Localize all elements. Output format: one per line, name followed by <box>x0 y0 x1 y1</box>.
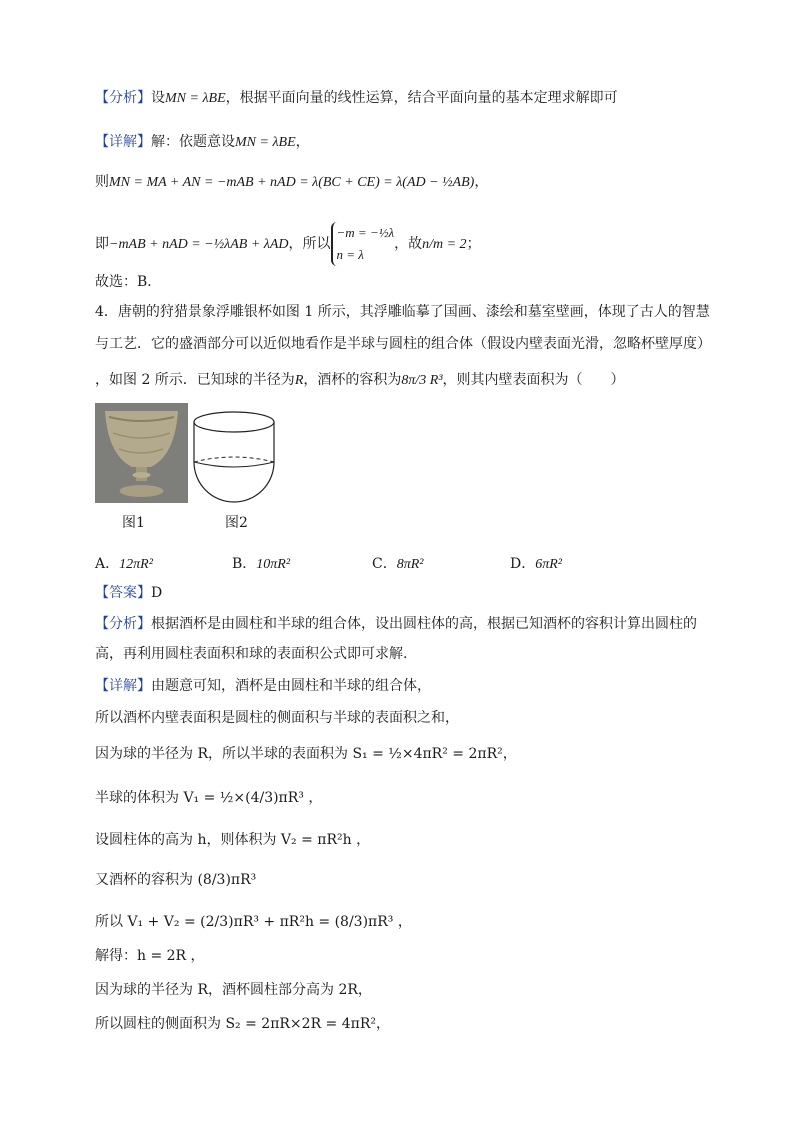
answer-tag: 【答案】 <box>95 585 151 601</box>
figure-2-caption: 图2 <box>225 515 248 531</box>
detail-2-line-10: 所以圆柱的侧面积为 S₂ = 2πR×2R = 4πR²， <box>95 1016 391 1032</box>
analysis-tag: 【分析】 <box>95 90 151 106</box>
detail-line-1: 【详解】解：依题意设MN = λBE， <box>95 134 310 150</box>
detail-tag: 【详解】 <box>95 134 151 150</box>
detail-2-line-6: 又酒杯的容积为 (8/3)πR³ <box>95 872 257 888</box>
detail-line-3: 即−mAB + nAD = −½λAB + λAD，所以 −m = −½λ n = λ ，故n/m = 2； <box>95 222 481 266</box>
cup-diagram <box>193 410 275 510</box>
detail-2-line-2: 所以酒杯内壁表面积是圆柱的侧面积与半球的表面积之和， <box>95 710 459 726</box>
figure-1-caption: 图1 <box>122 515 145 531</box>
answer-value: D <box>151 585 163 601</box>
option-c: C．8πR² <box>372 556 424 572</box>
analysis-2-line-2: 高，再利用圆柱表面积和球的表面积公式即可求解. <box>95 646 408 662</box>
silver-cup-photo <box>95 403 188 503</box>
detail-2-line-5: 设圆柱体的高为 h，则体积为 V₂ = πR²h ， <box>95 832 371 848</box>
question-4-line-3: ，如图 2 所示．已知球的半径为R，酒杯的容积为8π/3 R³，则其内壁表面积为（ ） <box>95 372 625 388</box>
detail-2-line-3: 因为球的半径为 R，所以半球的表面积为 S₁ = ½×4πR² = 2πR²， <box>95 746 517 762</box>
question-4-line-2: 与工艺．它的盛酒部分可以近似地看作是半球与圆柱的组合体（假设内壁表面光滑，忽略杯壁厚度） <box>95 336 711 352</box>
choose-line-1: 故选：B． <box>95 274 162 290</box>
answer-line <box>95 583 162 603</box>
detail-line-2: 则MN = MA + AN = −mAB + nAD = λ(BC + CE) = λ(AD − ½AB)， <box>95 174 489 190</box>
equation-system: −m = −½λ n = λ <box>331 222 395 266</box>
vector-decomposition: MN = MA + AN = −mAB + nAD = λ(BC + CE) = λ(AD − ½AB) <box>109 175 475 190</box>
analysis-2-line-1: 【分析】根据酒杯是由圆柱和半球的组合体，设出圆柱体的高，根据已知酒杯的容积计算出圆柱的 <box>95 616 697 632</box>
option-a: A．12πR² <box>95 556 153 572</box>
detail-2-line-7: 所以 V₁ + V₂ = (2/3)πR³ + πR²h = (8/3)πR³ ， <box>95 914 412 930</box>
analysis-line-1: 【分析】设MN = λBE，根据平面向量的线性运算，结合平面向量的基本定理求解即可 <box>95 90 618 106</box>
detail-2-line-4: 半球的体积为 V₁ = ½×(4/3)πR³ ， <box>95 790 323 806</box>
option-d: D．6πR² <box>510 556 562 572</box>
detail-2-line-8: 解得：h = 2R ， <box>95 948 205 964</box>
detail-2-line-1: 【详解】由题意可知，酒杯是由圆柱和半球的组合体， <box>95 678 431 694</box>
vector-equation: MN = λBE <box>165 91 226 106</box>
question-4-line-1: 4．唐朝的狩猎景象浮雕银杯如图 1 所示，其浮雕临摹了国画、漆绘和墓室壁画，体现了古人的智慧 <box>95 304 710 320</box>
detail-2-line-9: 因为球的半径为 R，酒杯圆柱部分高为 2R， <box>95 982 372 998</box>
option-b: B．10πR² <box>232 556 291 572</box>
